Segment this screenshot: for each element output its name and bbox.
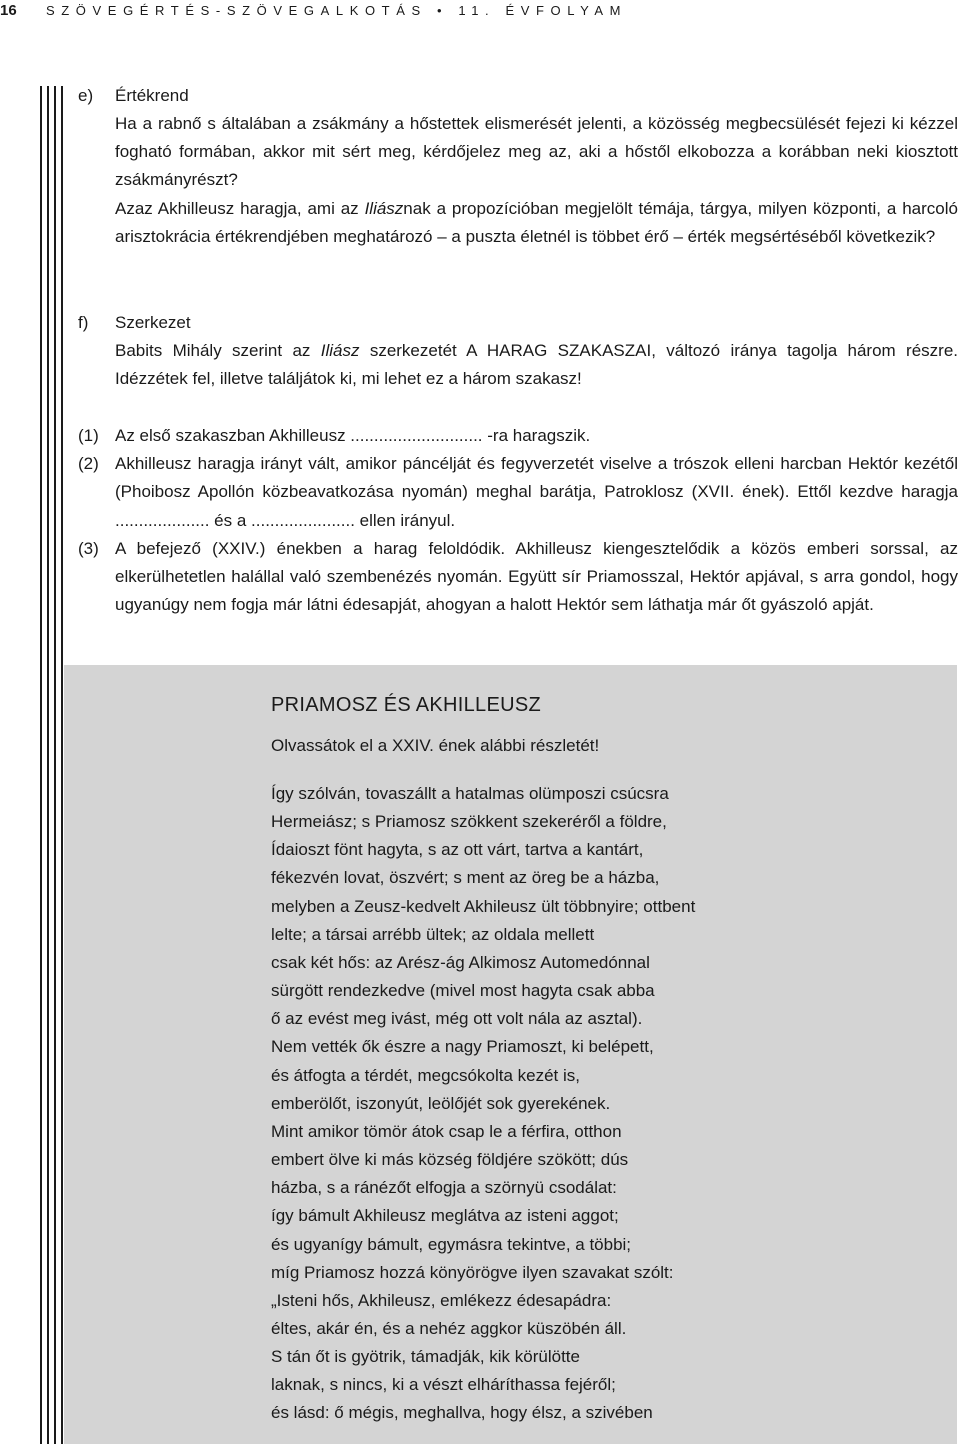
poem-line: míg Priamosz hozzá könyörögve ilyen szavakat szólt:: [271, 1262, 674, 1282]
poem-line: és ugyanígy bámult, egymásra tekintve, a többi;: [271, 1234, 632, 1254]
poem-line: és átfogta a térdét, megcsókolta kezét is,: [271, 1065, 580, 1085]
list-item: [78, 450, 958, 535]
list-item: [78, 535, 958, 620]
margin-bar: [61, 86, 63, 1444]
section-f-paragraph: [115, 337, 958, 393]
poem-line: Mint amikor tömör átok csap le a férfira, otthon: [271, 1121, 622, 1141]
poem-line: melyben a Zeusz-kedvelt Akhileusz ült többnyire; ottbent: [271, 896, 696, 916]
section-e-label: e): [78, 86, 94, 105]
section-e-paragraph-1: Ha a rabnő s általában a zsákmány a hőstettek elismerését jelenti, a közösség megbecsülését fejezi ki kézzel fogható formában, akkor mit sért meg, kérdőjelez meg az, aki a hőstől elkobozza a korábban neki kiosztott zsákmányrészt?: [115, 114, 958, 190]
poem-line: embert ölve ki más község földjére szökött; dús: [271, 1150, 629, 1170]
section-f-heading: Szerkezet: [115, 313, 191, 332]
margin-bar: [54, 86, 56, 1444]
f-text-a: Babits Mihály szerint az: [115, 341, 321, 360]
item-number: (1): [78, 426, 99, 445]
f-text-b: szerkezetét A HARAG SZAKASZAI, változó iránya tagolja három részre. Idézzétek fel, illetve találjátok ki, mi lehet ez a három szakasz!: [115, 341, 958, 389]
poem-line: házba, s a ránézőt elfogja a szörnyü csodálat:: [271, 1178, 617, 1198]
section-f: [115, 309, 958, 393]
poem-line: így bámult Akhileusz meglátva az isteni aggot;: [271, 1206, 619, 1226]
para2-text-a: Azaz Akhilleusz haragja, ami az: [115, 198, 365, 218]
poem-line: Így szólván, tovaszállt a hatalmas olümposzi csúcsra: [271, 784, 669, 803]
excerpt-instruction: Olvassátok el a XXIV. ének alábbi részletét!: [271, 736, 600, 755]
poem-line: lelte; a társai arrébb ültek; az oldala mellett: [271, 924, 595, 944]
margin-bars: [40, 86, 64, 1444]
poem-line: csak két hős: az Arész-ág Alkimosz Automedónnal: [271, 952, 650, 972]
para2-italic-title: Iliász: [364, 198, 404, 218]
margin-bar: [47, 86, 49, 1444]
poem-line: és lásd: ő mégis, meghallva, hogy élsz, a szivében: [271, 1403, 653, 1423]
section-e-heading: Értékrend: [115, 86, 189, 105]
page-header: [0, 0, 960, 22]
page-number: 16: [0, 2, 17, 19]
poem-line: fékezvén lovat, öszvért; s ment az öreg be a házba,: [271, 868, 660, 888]
poem: [271, 780, 695, 1428]
section-e-paragraph-2: [115, 195, 958, 251]
poem-line: ő az evést meg ivást, még ott volt nála az asztal).: [271, 1009, 643, 1029]
running-title: SZÖVEGÉRTÉS-SZÖVEGALKOTÁS • 11. ÉVFOLYAM: [46, 3, 628, 18]
section-e: [115, 82, 958, 251]
excerpt-title: PRIAMOSZ ÉS AKHILLEUSZ: [271, 694, 542, 716]
poem-line: S tán őt is gyötrik, támadják, kik körülötte: [271, 1347, 580, 1367]
item-text: A befejező (XXIV.) énekben a harag feloldódik. Akhilleusz kiengesztelődik a közös emberi sorssal, az elkerülhetetlen halállal való szembenézés nyomán. Együtt sír Priamosszal, Hektór apjával, s arra gondol, hogy ugyanúgy nem fogja már látni édesapját, ahogyan a halott Hektór sem láthatja már őt gyászoló apját.: [115, 538, 958, 615]
list-item: [78, 422, 958, 450]
poem-line: Nem vették ők észre a nagy Priamoszt, ki belépett,: [271, 1037, 654, 1057]
poem-line: éltes, akár én, és a nehéz aggkor küszöbén áll.: [271, 1318, 627, 1338]
para2-text-b: nak a propozícióban megjelölt témája, tárgya, milyen központi, a harcoló arisztokrácia értékrendjében meghatározó – a puszta életnél is többet érő – érték megsértéséből következik?: [115, 198, 958, 246]
poem-line: emberölőt, iszonyút, leölőjét sok gyerekének.: [271, 1093, 611, 1113]
poem-line: „Isteni hős, Akhileusz, emlékezz édesapádra:: [271, 1290, 612, 1310]
poem-line: laknak, s nincs, ki a vészt elháríthassa fejéről;: [271, 1375, 616, 1395]
poem-line: sürgött rendezkedve (mivel most hagyta csak abba: [271, 981, 655, 1001]
f-italic-title: Iliász: [320, 341, 360, 360]
poem-line: Ídaioszt fönt hagyta, s az ott várt, tartva a kantárt,: [271, 840, 644, 860]
poem-line: Hermeiász; s Priamosz szökkent szekeréről a földre,: [271, 812, 667, 832]
item-text: Akhilleusz haragja irányt vált, amikor páncélját és fegyverzetét viselve a trószok elleni harcban Hektór kezétől (Phoibosz Apollón közbeavatkozása nyomán) meghal barátja, Patroklosz (XVII. ének). Ettől kezdve haragja .................... és a ...................... ellen irányul.: [115, 454, 958, 530]
item-number: (3): [78, 538, 99, 558]
numbered-list: [78, 422, 958, 619]
item-number: (2): [78, 454, 99, 474]
item-text: Az első szakaszban Akhilleusz ............................ -ra haragszik.: [115, 426, 591, 445]
section-f-label: f): [78, 313, 89, 332]
margin-bar: [40, 86, 42, 1444]
